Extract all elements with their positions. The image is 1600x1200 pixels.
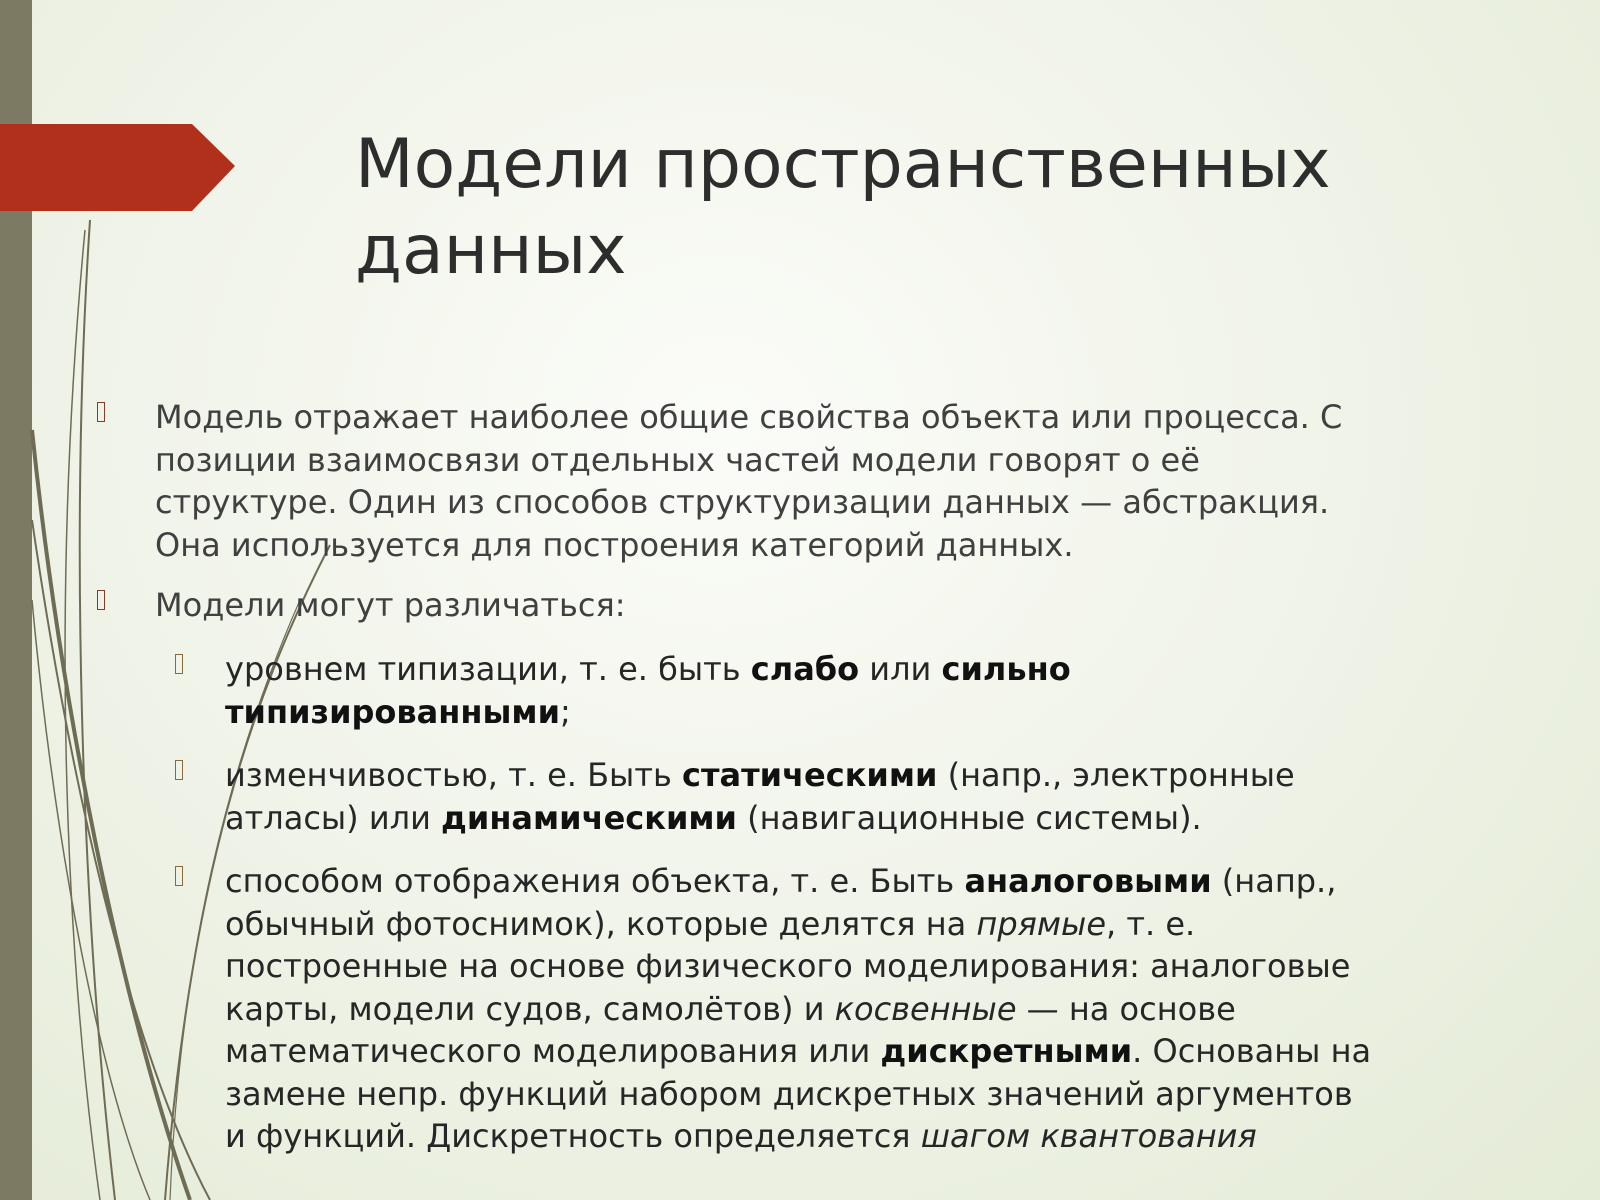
list-item (225, 754, 1375, 839)
text-segment: уровнем типизации, т. е. быть (225, 650, 751, 688)
italic-term: прямые (976, 904, 1106, 943)
text-segment: или (859, 650, 942, 688)
bold-term: динамическими (441, 798, 737, 837)
text-segment: (навигационные системы). (736, 798, 1202, 837)
arrow-banner (0, 0, 260, 220)
text-segment: ; (559, 692, 571, 731)
slide-title: Модели пространственных данных (355, 125, 1331, 290)
text-segment: Модели могут различаться: (155, 586, 626, 624)
text-segment: (напр., электронные атласы) или (225, 756, 1295, 837)
text-segment: изменчивостью, т. е. Быть (225, 756, 682, 794)
bold-term: аналоговыми (964, 862, 1212, 900)
bold-term: дискретными (880, 1032, 1133, 1070)
text-segment: — на основе математического моделирования или (225, 989, 1236, 1070)
list-item (155, 584, 1345, 627)
italic-term: косвенные (834, 989, 1017, 1028)
text-segment: Модель отражает наиболее общие свойства объекта или процесса. С позиции взаимосвязи отдельных частей модели говорят о её структуре. Один из способов структуризации данных — абстракция. Она используется для построения категорий данных. (155, 398, 1343, 564)
sub-bullet-marker-icon (175, 760, 183, 780)
bullet-marker-icon (97, 402, 105, 422)
list-item (225, 648, 1365, 733)
sub-bullet-marker-icon (175, 654, 183, 674)
italic-term: шагом квантования (920, 1117, 1257, 1155)
bold-term: слабо (750, 650, 860, 688)
sub-bullet-marker-icon (175, 866, 183, 886)
list-item (155, 396, 1345, 566)
text-segment: способом отображения объекта, т. е. Быть (225, 862, 965, 900)
text-segment: . Основаны на замене непр. функций набором дискретных значений аргументов и функций. Дискретность определяется (225, 1032, 1372, 1155)
text-segment: , т. е. построенные на основе физического моделирования: аналоговые карты, модели судов, самолётов) и (225, 904, 1351, 1028)
bold-term: статическими (681, 756, 938, 794)
bold-term: сильно типизированными (225, 650, 1071, 731)
list-item (225, 860, 1375, 1158)
bullet-marker-icon (97, 590, 105, 610)
text-segment: (напр., обычный фотоснимок), которые делятся на (225, 862, 1337, 943)
